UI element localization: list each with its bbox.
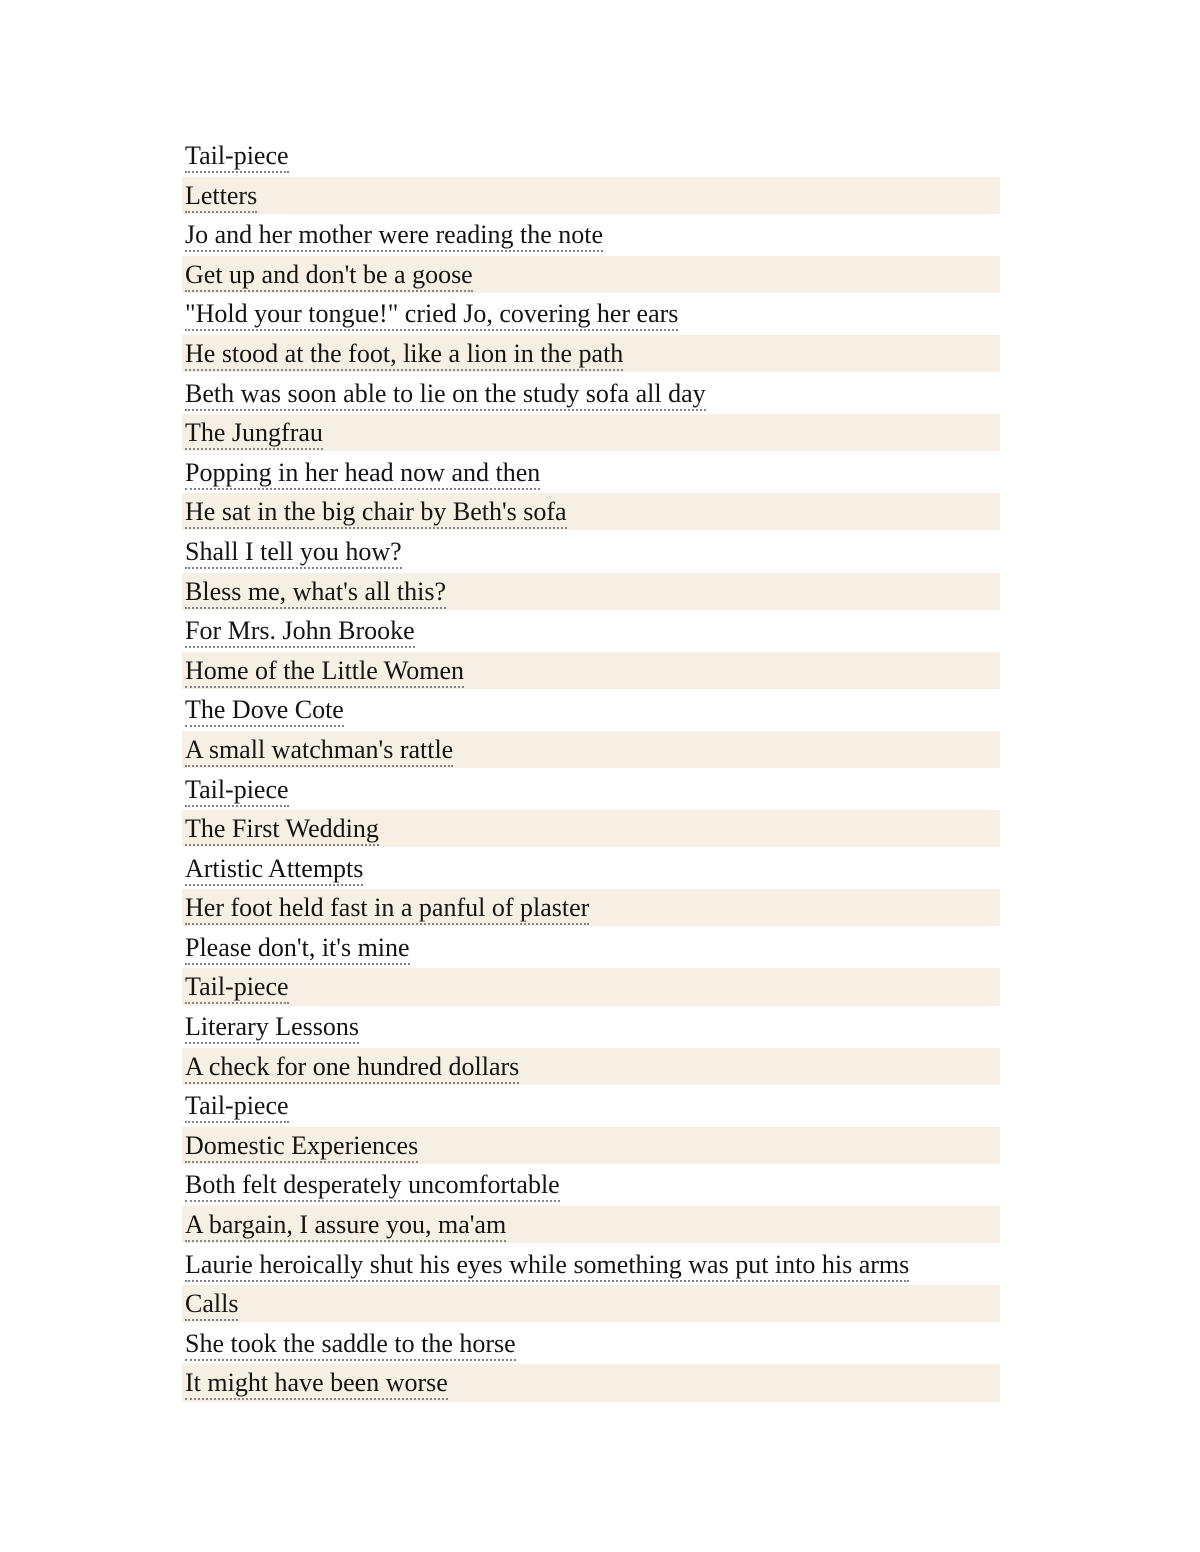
list-row bbox=[182, 810, 1000, 847]
list-row bbox=[182, 533, 1000, 570]
illustration-link[interactable]: It might have been worse bbox=[185, 1368, 448, 1400]
illustration-link[interactable]: Letters bbox=[185, 181, 257, 213]
list-row bbox=[182, 216, 1000, 253]
illustration-link[interactable]: Shall I tell you how? bbox=[185, 537, 402, 569]
illustration-link[interactable]: For Mrs. John Brooke bbox=[185, 616, 415, 648]
list-row bbox=[182, 1166, 1000, 1203]
illustration-link[interactable]: A small watchman's rattle bbox=[185, 735, 453, 767]
list-row bbox=[182, 375, 1000, 412]
illustration-link[interactable]: Artistic Attempts bbox=[185, 854, 363, 886]
document-page bbox=[182, 137, 1000, 1404]
illustration-link[interactable]: The Dove Cote bbox=[185, 695, 344, 727]
list-row bbox=[182, 1246, 1000, 1283]
illustration-link[interactable]: Home of the Little Women bbox=[185, 656, 464, 688]
illustration-link[interactable]: She took the saddle to the horse bbox=[185, 1329, 516, 1361]
list-row bbox=[182, 1285, 1000, 1322]
list-row bbox=[182, 612, 1000, 649]
list-row bbox=[182, 968, 1000, 1005]
list-row bbox=[182, 335, 1000, 372]
illustration-link[interactable]: Literary Lessons bbox=[185, 1012, 359, 1044]
illustration-link[interactable]: Tail-piece bbox=[185, 775, 289, 807]
illustration-link[interactable]: Domestic Experiences bbox=[185, 1131, 418, 1163]
illustration-link[interactable]: "Hold your tongue!" cried Jo, covering her ears bbox=[185, 299, 678, 331]
illustration-link[interactable]: Get up and don't be a goose bbox=[185, 260, 473, 292]
illustration-link[interactable]: Jo and her mother were reading the note bbox=[185, 220, 603, 252]
list-row bbox=[182, 256, 1000, 293]
illustration-link[interactable]: He stood at the foot, like a lion in the path bbox=[185, 339, 623, 371]
illustration-link[interactable]: Calls bbox=[185, 1289, 238, 1321]
illustration-link[interactable]: A bargain, I assure you, ma'am bbox=[185, 1210, 506, 1242]
list-row bbox=[182, 1008, 1000, 1045]
list-row bbox=[182, 731, 1000, 768]
list-row bbox=[182, 850, 1000, 887]
list-row bbox=[182, 929, 1000, 966]
illustration-link[interactable]: Both felt desperately uncomfortable bbox=[185, 1170, 560, 1202]
list-row bbox=[182, 1364, 1000, 1401]
list-row bbox=[182, 295, 1000, 332]
illustration-link[interactable]: Tail-piece bbox=[185, 972, 289, 1004]
list-row bbox=[182, 1048, 1000, 1085]
list-row bbox=[182, 454, 1000, 491]
illustration-link[interactable]: A check for one hundred dollars bbox=[185, 1052, 519, 1084]
illustration-link[interactable]: Please don't, it's mine bbox=[185, 933, 410, 965]
illustration-link[interactable]: He sat in the big chair by Beth's sofa bbox=[185, 497, 567, 529]
list-row bbox=[182, 691, 1000, 728]
illustration-link[interactable]: Tail-piece bbox=[185, 141, 289, 173]
list-row bbox=[182, 771, 1000, 808]
illustration-link[interactable]: The Jungfrau bbox=[185, 418, 323, 450]
list-row bbox=[182, 573, 1000, 610]
list-row bbox=[182, 414, 1000, 451]
illustration-link[interactable]: Her foot held fast in a panful of plaster bbox=[185, 893, 589, 925]
list-row bbox=[182, 1206, 1000, 1243]
list-row bbox=[182, 493, 1000, 530]
illustration-link[interactable]: Beth was soon able to lie on the study sofa all day bbox=[185, 379, 706, 411]
list-row bbox=[182, 177, 1000, 214]
list-row bbox=[182, 1325, 1000, 1362]
illustration-link[interactable]: Tail-piece bbox=[185, 1091, 289, 1123]
illustration-link[interactable]: Popping in her head now and then bbox=[185, 458, 540, 490]
list-row bbox=[182, 652, 1000, 689]
illustration-list bbox=[182, 137, 1000, 1402]
list-row bbox=[182, 137, 1000, 174]
list-row bbox=[182, 889, 1000, 926]
illustration-link[interactable]: The First Wedding bbox=[185, 814, 379, 846]
list-row bbox=[182, 1087, 1000, 1124]
illustration-link[interactable]: Laurie heroically shut his eyes while something was put into his arms bbox=[185, 1250, 909, 1282]
list-row bbox=[182, 1127, 1000, 1164]
illustration-link[interactable]: Bless me, what's all this? bbox=[185, 577, 446, 609]
